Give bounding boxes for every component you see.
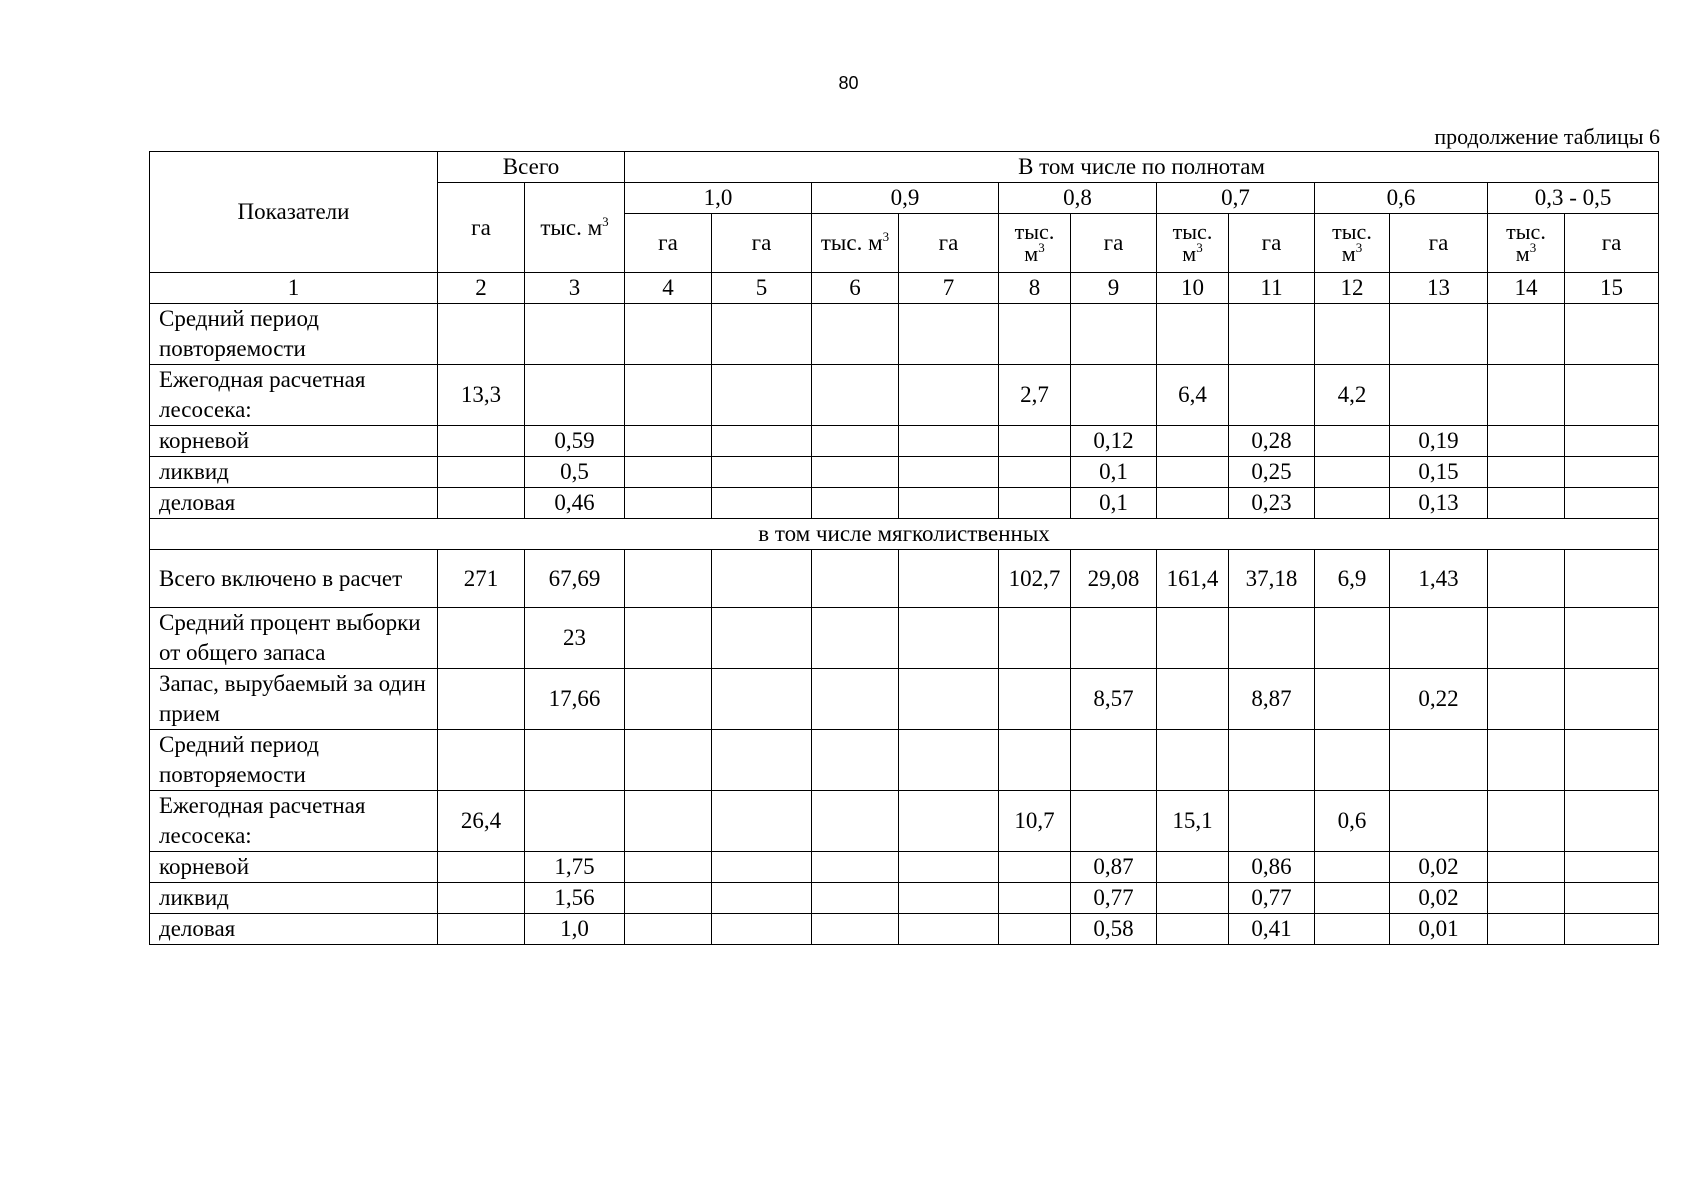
subheader-ha: га (1071, 214, 1157, 273)
row-label: корневой (150, 852, 438, 883)
table-cell (438, 914, 525, 945)
table-cell (1157, 852, 1229, 883)
table-cell (712, 791, 812, 852)
table-cell (812, 304, 899, 365)
table-cell: 0,25 (1229, 457, 1315, 488)
table-row (150, 914, 1659, 945)
column-number: 6 (812, 273, 899, 304)
table-cell (1157, 304, 1229, 365)
table-cell (1229, 365, 1315, 426)
table-cell (1565, 608, 1659, 669)
table-cell (812, 608, 899, 669)
table-cell (1071, 730, 1157, 791)
table-cell (625, 365, 712, 426)
subheader-volume: тыс. $м^3$ (1315, 214, 1390, 273)
table-cell (1390, 791, 1488, 852)
table-cell (1565, 304, 1659, 365)
table-cell (1488, 550, 1565, 608)
table-cell (438, 883, 525, 914)
table-cell (712, 608, 812, 669)
header-density-4: 0,7 (1157, 183, 1315, 214)
column-number: 7 (899, 273, 999, 304)
table-cell (712, 730, 812, 791)
table-cell: 0,77 (1229, 883, 1315, 914)
table-cell (1565, 883, 1659, 914)
table-cell: 26,4 (438, 791, 525, 852)
table-cell (1315, 914, 1390, 945)
table-cell: 0,1 (1071, 457, 1157, 488)
table-cell (1229, 304, 1315, 365)
table-cell (1565, 914, 1659, 945)
table-cell: 0,13 (1390, 488, 1488, 519)
table-cell (1229, 608, 1315, 669)
table-cell: 271 (438, 550, 525, 608)
table-cell (899, 365, 999, 426)
table-cell (812, 669, 899, 730)
table-cell (812, 914, 899, 945)
table-cell (999, 730, 1071, 791)
header-by-density: В том числе по полнотам (625, 152, 1659, 183)
table-row (150, 488, 1659, 519)
column-number: 4 (625, 273, 712, 304)
table-cell (1488, 852, 1565, 883)
table-cell: 0,23 (1229, 488, 1315, 519)
row-label: Всего включено в расчет (150, 550, 438, 608)
table-cell: 23 (525, 608, 625, 669)
table-cell (438, 488, 525, 519)
table-cell (1315, 488, 1390, 519)
table-cell (899, 669, 999, 730)
table-cell (1488, 488, 1565, 519)
table-cell (712, 852, 812, 883)
subheader-ha: га (712, 214, 812, 273)
table-cell: 2,7 (999, 365, 1071, 426)
table-cell (899, 883, 999, 914)
table-cell: 1,75 (525, 852, 625, 883)
table-cell (812, 791, 899, 852)
column-numbers-row (150, 273, 1659, 304)
table-cell (1315, 730, 1390, 791)
table-cell (625, 304, 712, 365)
table-cell (1229, 791, 1315, 852)
column-number: 3 (525, 273, 625, 304)
column-number: 14 (1488, 273, 1565, 304)
table-cell (1565, 550, 1659, 608)
table-cell (625, 730, 712, 791)
table-cell (1157, 488, 1229, 519)
table-cell (1488, 669, 1565, 730)
table-cell (1488, 608, 1565, 669)
table-cell (899, 550, 999, 608)
table-cell (1390, 365, 1488, 426)
table-cell (899, 791, 999, 852)
table-cell (1071, 608, 1157, 669)
table-cell (525, 304, 625, 365)
row-label: ликвид (150, 883, 438, 914)
table-row (150, 426, 1659, 457)
table-cell (438, 608, 525, 669)
header-total-ha: га (438, 183, 525, 273)
table-cell (999, 883, 1071, 914)
table-cell (1229, 730, 1315, 791)
column-number: 1 (150, 273, 438, 304)
table-cell: 0,01 (1390, 914, 1488, 945)
table-cell (712, 304, 812, 365)
table-continuation-caption: продолжение таблицы 6 (1434, 124, 1660, 149)
table-cell (1488, 730, 1565, 791)
table-cell (1565, 669, 1659, 730)
table-cell (1157, 608, 1229, 669)
table-cell (1488, 791, 1565, 852)
table-cell (1157, 669, 1229, 730)
table-cell (1565, 365, 1659, 426)
table-cell: 1,0 (525, 914, 625, 945)
table-cell (1565, 426, 1659, 457)
table-cell: 0,86 (1229, 852, 1315, 883)
table-cell (712, 488, 812, 519)
table-cell (899, 304, 999, 365)
table-cell: 0,5 (525, 457, 625, 488)
header-density-3: 0,8 (999, 183, 1157, 214)
row-label: Средний период повторяемости (150, 304, 438, 365)
table-cell (525, 730, 625, 791)
table-cell: 1,43 (1390, 550, 1488, 608)
table-cell (999, 608, 1071, 669)
table-row (150, 791, 1659, 852)
table-cell: 0,1 (1071, 488, 1157, 519)
table-cell (1315, 883, 1390, 914)
table-cell: 0,02 (1390, 852, 1488, 883)
table-cell (899, 914, 999, 945)
table-cell (438, 669, 525, 730)
table-cell (1488, 914, 1565, 945)
table-cell (1315, 426, 1390, 457)
table-cell: 13,3 (438, 365, 525, 426)
table-cell (1157, 426, 1229, 457)
table-cell (1488, 365, 1565, 426)
table-cell (1315, 669, 1390, 730)
subheader-volume: тыс. $м^3$ (1157, 214, 1229, 273)
table-cell (1315, 608, 1390, 669)
table-cell (625, 883, 712, 914)
table-cell (999, 669, 1071, 730)
table-cell (625, 914, 712, 945)
table-cell (999, 914, 1071, 945)
table-cell (1071, 791, 1157, 852)
table-cell (1565, 852, 1659, 883)
column-number: 9 (1071, 273, 1157, 304)
table-cell: 0,58 (1071, 914, 1157, 945)
table-cell (625, 426, 712, 457)
table-cell: 0,28 (1229, 426, 1315, 457)
table-cell (1315, 852, 1390, 883)
table-cell: 6,4 (1157, 365, 1229, 426)
table-cell (1071, 365, 1157, 426)
row-label: корневой (150, 426, 438, 457)
table-cell (1071, 304, 1157, 365)
row-label: Запас, вырубаемый за один прием (150, 669, 438, 730)
table-cell: 37,18 (1229, 550, 1315, 608)
table-cell: 102,7 (999, 550, 1071, 608)
table-cell (812, 426, 899, 457)
subheader-volume: тыс. $м^3$ (1488, 214, 1565, 273)
table-cell (812, 852, 899, 883)
table-cell: 0,12 (1071, 426, 1157, 457)
table-cell: 10,7 (999, 791, 1071, 852)
table-cell (999, 304, 1071, 365)
table-cell (1315, 304, 1390, 365)
table-cell (1565, 730, 1659, 791)
table-cell: 0,19 (1390, 426, 1488, 457)
table-cell (812, 550, 899, 608)
table-row (150, 457, 1659, 488)
row-label: Ежегодная расчетная лесосека: (150, 791, 438, 852)
header-density-1: 1,0 (625, 183, 812, 214)
table-cell (1390, 608, 1488, 669)
row-label: Ежегодная расчетная лесосека: (150, 365, 438, 426)
table-cell: 17,66 (525, 669, 625, 730)
column-number: 13 (1390, 273, 1488, 304)
table-cell (1315, 457, 1390, 488)
header-density-6: 0,3 - 0,5 (1488, 183, 1659, 214)
table-cell (899, 852, 999, 883)
table-cell (712, 883, 812, 914)
table-cell (999, 426, 1071, 457)
column-number: 10 (1157, 273, 1229, 304)
table-row (150, 669, 1659, 730)
table-cell (625, 852, 712, 883)
table-cell (1488, 883, 1565, 914)
table-cell (438, 426, 525, 457)
table-cell (812, 488, 899, 519)
page-number: 80 (838, 73, 859, 93)
table-cell (999, 488, 1071, 519)
table-cell: 0,22 (1390, 669, 1488, 730)
table-cell (899, 730, 999, 791)
table-cell: 0,59 (525, 426, 625, 457)
data-table (149, 151, 1659, 945)
table-cell (438, 730, 525, 791)
table-cell (625, 608, 712, 669)
table-row (150, 883, 1659, 914)
table-cell (438, 852, 525, 883)
table-cell (1157, 914, 1229, 945)
table-cell: 4,2 (1315, 365, 1390, 426)
header-indicators: Показатели (150, 152, 438, 273)
table-cell (812, 883, 899, 914)
table-row (150, 852, 1659, 883)
table-cell: 0,46 (525, 488, 625, 519)
header-density-5: 0,6 (1315, 183, 1488, 214)
table-row (150, 608, 1659, 669)
header-density-2: 0,9 (812, 183, 999, 214)
table-cell (712, 669, 812, 730)
table-cell (712, 365, 812, 426)
table-cell (525, 791, 625, 852)
column-number: 12 (1315, 273, 1390, 304)
column-number: 8 (999, 273, 1071, 304)
table-cell (712, 550, 812, 608)
table-cell (899, 426, 999, 457)
table-cell: 0,87 (1071, 852, 1157, 883)
table-cell: 0,6 (1315, 791, 1390, 852)
table-cell: 67,69 (525, 550, 625, 608)
row-label: Средний период повторяемости (150, 730, 438, 791)
column-number: 15 (1565, 273, 1659, 304)
row-label: Средний процент выборки от общего запаса (150, 608, 438, 669)
table-cell (625, 550, 712, 608)
table-cell (625, 457, 712, 488)
table-cell: 6,9 (1315, 550, 1390, 608)
table-cell (1157, 457, 1229, 488)
header-total-volume: тыс. $м^3$ (525, 183, 625, 273)
table-cell: 161,4 (1157, 550, 1229, 608)
column-number: 11 (1229, 273, 1315, 304)
table-cell: 8,57 (1071, 669, 1157, 730)
table-row (150, 730, 1659, 791)
table-cell (625, 488, 712, 519)
table-cell (812, 457, 899, 488)
table-cell (999, 852, 1071, 883)
table-cell (438, 457, 525, 488)
table-cell: 0,41 (1229, 914, 1315, 945)
header-total: Всего (438, 152, 625, 183)
table-row (150, 304, 1659, 365)
subheader-ha: га (1229, 214, 1315, 273)
subheader-ha: га (1390, 214, 1488, 273)
row-label: ликвид (150, 457, 438, 488)
table-cell: 8,87 (1229, 669, 1315, 730)
table-cell: 15,1 (1157, 791, 1229, 852)
table-cell (625, 669, 712, 730)
table-cell (712, 914, 812, 945)
table-cell (812, 365, 899, 426)
table-cell (1488, 426, 1565, 457)
table-cell: 0,02 (1390, 883, 1488, 914)
subheader-volume: тыс. $м^3$ (812, 214, 899, 273)
subheader-ha: га (899, 214, 999, 273)
table-cell: 29,08 (1071, 550, 1157, 608)
table-cell (1488, 304, 1565, 365)
table-row (150, 365, 1659, 426)
column-number: 2 (438, 273, 525, 304)
table-cell (438, 304, 525, 365)
table-cell (712, 426, 812, 457)
table-cell (1565, 488, 1659, 519)
column-number: 5 (712, 273, 812, 304)
table-cell (999, 457, 1071, 488)
subheader-ha: га (1565, 214, 1659, 273)
table-cell (1488, 457, 1565, 488)
table-cell (812, 730, 899, 791)
table-cell: 1,56 (525, 883, 625, 914)
subheader-volume: тыс. $м^3$ (999, 214, 1071, 273)
table-row (150, 550, 1659, 608)
table-cell (899, 457, 999, 488)
row-label: деловая (150, 914, 438, 945)
table-cell: 0,15 (1390, 457, 1488, 488)
table-cell (1390, 304, 1488, 365)
subheader-ha: га (625, 214, 712, 273)
table-cell (1157, 730, 1229, 791)
table-cell (525, 365, 625, 426)
table-cell (1390, 730, 1488, 791)
table-cell (899, 608, 999, 669)
table-cell (1565, 457, 1659, 488)
table-cell (1565, 791, 1659, 852)
section-title: в том числе мягколиственных (150, 519, 1659, 550)
table-cell (1157, 883, 1229, 914)
table-cell (712, 457, 812, 488)
table-cell: 0,77 (1071, 883, 1157, 914)
table-cell (625, 791, 712, 852)
table-cell (899, 488, 999, 519)
row-label: деловая (150, 488, 438, 519)
